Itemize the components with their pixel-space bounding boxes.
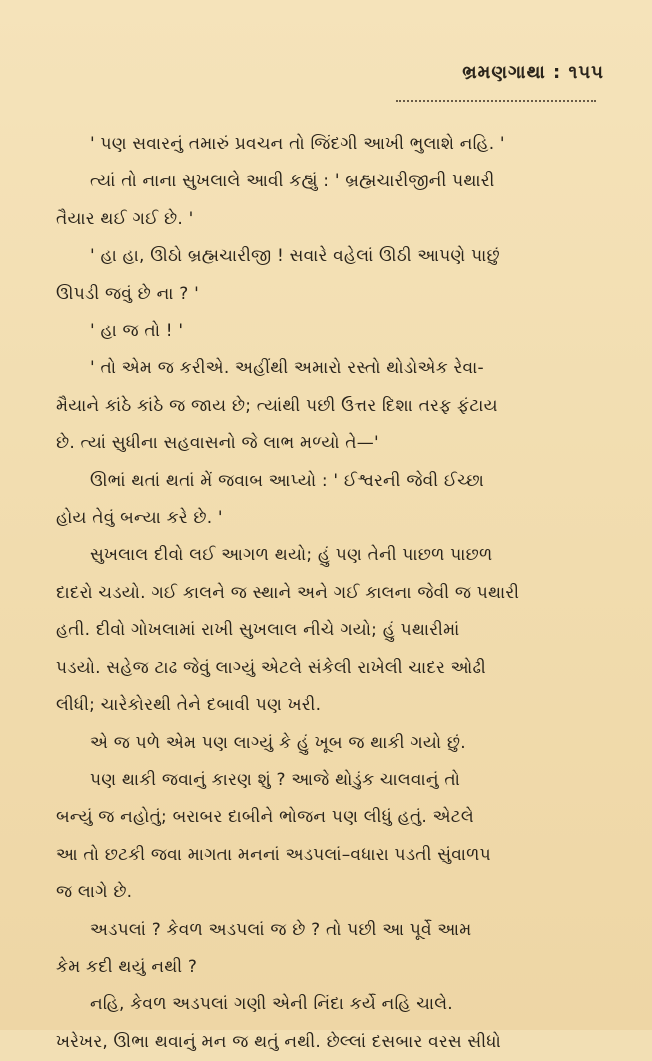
text-line: ખરેખર, ઊભા થવાનું મન જ થતું નથી. છેલ્લાં દસબાર વરસ સીધો [56, 1031, 501, 1052]
text-line: એ જ પળે એમ પણ લાગ્યું કે હું ખૂબ જ થાકી ગયો છું. [90, 732, 466, 753]
text-line: તૈયાર થઈ ગઈ છે. ' [56, 208, 194, 229]
text-line: મૈયાને કાંઠે કાંઠે જ જાય છે; ત્યાંથી પછી ઉત્તર દિશા તરફ ફંટાય [56, 395, 498, 416]
text-line: જ લાગે છે. [56, 882, 133, 903]
text-line: હોય તેવું બન્યા કરે છે. ' [56, 508, 223, 529]
text-line: ' તો એમ જ કરીએ. અહીંથી અમારો રસ્તો થોડોએક રેવા- [90, 358, 484, 379]
text-line: નહિ, કેવળ અડપલાં ગણી એની નિંદા કર્યે નહિ ચાલે. [90, 994, 453, 1015]
text-line: પડયો. સહેજ ટાઢ જેવું લાગ્યું એટલે સંકેલી રાખેલી ચાદર ઓઢી [56, 657, 486, 678]
text-line: બન્યું જ નહોતું; બરાબર દાબીને ભોજન પણ લીધું હતું. એટલે [56, 807, 474, 828]
body-text [56, 126, 612, 1061]
text-line: ' હા હા, ઊઠો બ્રહ્મચારીજી ! સવારે વહેલાં ઊઠી આપણે પાછું [90, 246, 500, 267]
text-line: ઊપડી જવું છે ના ? ' [56, 283, 199, 304]
running-header: ભ્રમણગાથા : ૧૫૫ [462, 62, 604, 83]
text-line: આ તો છટકી જવા માગતા મનનાં અડપલાં–વધારા પડતી સુંવાળપ [56, 844, 491, 865]
text-line: ' હા જ તો ! ' [90, 321, 184, 342]
text-line: ત્યાં તો નાના સુખલાલે આવી કહ્યું : ' બ્રહ્મચારીજીની પથારી [90, 171, 495, 192]
text-line: દાદરો ચડયો. ગઈ કાલને જ સ્થાને અને ગઈ કાલના જેવી જ પથારી [56, 582, 520, 603]
text-line: પણ થાકી જવાનું કારણ શું ? આજે થોડુંક ચાલવાનું તો [90, 769, 461, 790]
text-line: સુખલાલ દીવો લઈ આગળ થયો; હું પણ તેની પાછળ પાછળ [90, 545, 493, 566]
header-wavy-rule [396, 96, 596, 102]
text-line: ઊભાં થતાં થતાં મેં જવાબ આપ્યો : ' ઈશ્વરની જેવી ઈચ્છા [90, 470, 485, 491]
text-line: લીધી; ચારેકોરથી તેને દબાવી પણ ખરી. [56, 695, 322, 716]
text-line: છે. ત્યાં સુધીના સહવાસનો જે લાભ મળ્યો તે—' [56, 433, 379, 454]
text-line: ' પણ સવારનું તમારું પ્રવચન તો જિંદગી આખી ભુલાશે નહિ. ' [90, 134, 505, 154]
text-line: અડપલાં ? કેવળ અડપલાં જ છે ? તો પછી આ પૂર્વે આમ [90, 919, 472, 940]
text-line: કેમ કદી થયું નથી ? [56, 956, 198, 977]
text-line: હતી. દીવો ગોખલામાં રાખી સુખલાલ નીચે ગયો; હું પથારીમાં [56, 620, 460, 641]
